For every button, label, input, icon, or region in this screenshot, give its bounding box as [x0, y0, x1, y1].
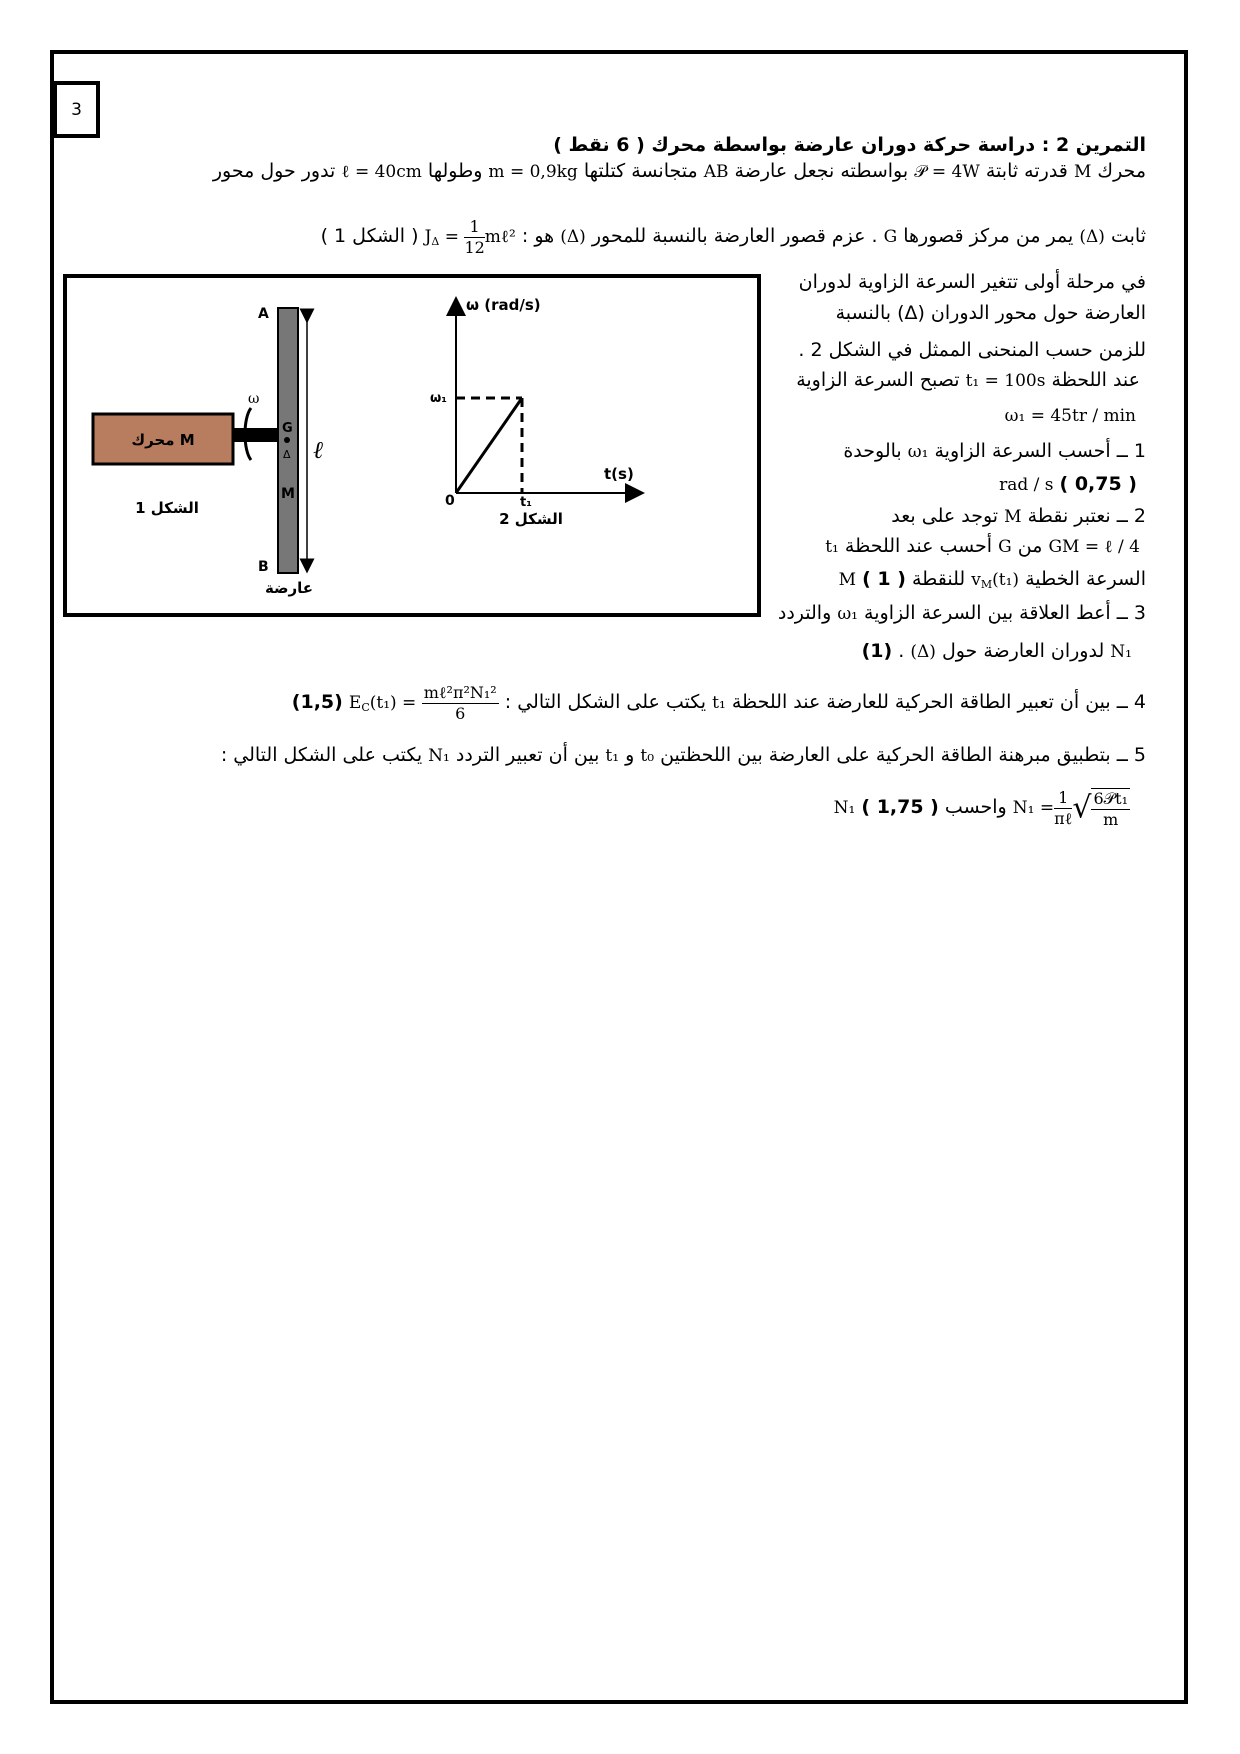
math-G: G	[883, 227, 898, 247]
text: واحسب	[944, 796, 1007, 818]
math-delta: (Δ)	[560, 227, 586, 247]
question-2-line-3	[839, 566, 1146, 598]
omega1-value: ω₁ = 45tr / min	[1004, 406, 1136, 426]
math-N1: N₁	[428, 746, 450, 766]
intro-line-2	[321, 212, 1146, 266]
math-delta: (Δ)	[910, 642, 936, 662]
para-line-4	[796, 367, 1140, 394]
points: (1,5)	[291, 691, 343, 713]
label-G: G	[282, 421, 293, 436]
math-M: M	[1004, 507, 1022, 527]
text: 4 ــ بين أن تعبير الطاقة الحركية للعارضة عند اللحظة	[731, 691, 1146, 713]
text: بواسطته نجعل عارضة	[734, 160, 909, 182]
text: توجد على بعد	[891, 505, 999, 527]
text: و	[625, 744, 635, 766]
text: بين أن تعبير التردد	[455, 744, 600, 766]
math-N1: N₁	[1110, 642, 1132, 662]
figure1-caption: الشكل 1	[135, 499, 199, 517]
label-B: B	[258, 559, 269, 575]
text: يكتب على الشكل التالي :	[220, 744, 423, 766]
frequency-formula: N₁ = $\frac{1}{\text{πℓ}}$ √ $\frac{\text{6𝒫t₁}}{m}$	[1012, 788, 1128, 829]
origin-label: 0	[445, 493, 455, 509]
omega-label: ω	[248, 391, 260, 407]
motor-label: محرك M	[131, 431, 195, 449]
math-unit: rad / s	[999, 475, 1054, 495]
question-3-line-2	[862, 638, 1132, 665]
text: السرعة الخطية	[1025, 568, 1146, 590]
text: من	[1017, 535, 1043, 557]
figure2-caption: الشكل 2	[499, 510, 563, 528]
para-line-3: للزمن حسب المنحنى الممثل في الشكل 2 .	[798, 339, 1146, 361]
math-GM: GM = ℓ / 4	[1048, 537, 1140, 557]
text: هو :	[521, 225, 555, 247]
text: للنقطة	[912, 568, 966, 590]
math-t1: t₁ = 100s	[965, 371, 1046, 391]
t1-label: t₁	[520, 495, 532, 510]
question-3-line-1	[778, 600, 1146, 627]
text: ثابت	[1110, 225, 1146, 247]
math-N1: N₁	[833, 798, 856, 818]
label-delta: Δ	[283, 448, 291, 461]
intro-line-1	[213, 158, 1146, 185]
figure-box	[63, 274, 761, 617]
kinetic-energy-formula: $E_C(t_1)$ = $\frac{\text{mℓ²π²N₁²}}{6}$	[348, 683, 497, 723]
math-M: M	[1073, 162, 1092, 182]
question-4	[292, 678, 1146, 732]
text: أحسب عند اللحظة	[844, 535, 993, 557]
text: 2 ــ نعتبر نقطة	[1027, 505, 1146, 527]
text: محرك	[1097, 160, 1146, 182]
bar-label: عارضة	[264, 579, 314, 597]
text: يكتب على الشكل التالي :	[504, 691, 707, 713]
text: ( الشكل 1 )	[320, 225, 419, 247]
text: بالوحدة	[843, 440, 902, 462]
question-5-line-1	[221, 742, 1146, 769]
figures-svg	[67, 278, 757, 613]
inertia-formula: $J_\Delta$ = $\frac{1}{12}$ mℓ²	[424, 217, 516, 257]
math-t1: t₁	[825, 537, 839, 557]
text: لدوران العارضة حول	[941, 640, 1105, 662]
motor-shaft	[233, 428, 278, 442]
text: تدور حول محور	[212, 160, 336, 182]
points: ( 1,75 )	[861, 796, 939, 818]
points: (1)	[861, 640, 893, 662]
y-axis-label: ω (rad/s)	[466, 296, 541, 314]
math-w1: ω₁	[837, 604, 858, 624]
page-number: 3	[53, 81, 100, 138]
text: .	[898, 640, 905, 662]
math-w1: ω₁	[907, 442, 929, 462]
question-1-unit	[999, 471, 1137, 498]
label-M: M	[281, 486, 295, 502]
text: تصبح السرعة الزاوية	[796, 369, 960, 391]
math-delta: (Δ)	[1079, 227, 1105, 247]
center-point	[284, 437, 290, 443]
question-2-line-2	[825, 533, 1140, 560]
points: ( 0,75 )	[1059, 473, 1137, 495]
text: قدرته ثابتة	[985, 160, 1068, 182]
text: متجانسة كتلتها	[583, 160, 698, 182]
question-1	[843, 438, 1146, 465]
text: يمر من مركز قصورها	[903, 225, 1074, 247]
text: . عزم قصور العارضة بالنسبة للمحور	[591, 225, 878, 247]
math-G: G	[998, 537, 1012, 557]
question-5-line-2	[834, 782, 1130, 834]
math-length: ℓ = 40cm	[341, 162, 422, 182]
math-velocity: $v_M(t_1)$	[971, 570, 1020, 591]
text: وطولها	[427, 160, 483, 182]
w1-label: ω₁	[430, 391, 447, 406]
x-axis-label: t(s)	[604, 465, 634, 483]
text: عند اللحظة	[1051, 369, 1140, 391]
para-line-1: في مرحلة أولى تتغير السرعة الزاوية لدوران	[798, 271, 1146, 293]
math-mass: m = 0,9kg	[488, 162, 578, 182]
para-line-2: العارضة حول محور الدوران (Δ) بالنسبة	[835, 302, 1146, 324]
math-AB: AB	[703, 162, 729, 182]
points: ( 1 )	[862, 568, 906, 590]
omega-curve	[456, 398, 522, 493]
question-2-line-1	[891, 503, 1146, 530]
text: 3 ــ أعط العلاقة بين السرعة الزاوية	[864, 602, 1146, 624]
math-t1: t₁	[605, 746, 620, 766]
math-M: M	[838, 570, 857, 590]
text: والتردد	[777, 602, 832, 624]
label-A: A	[258, 306, 269, 322]
text: 5 ــ بتطبيق مبرهنة الطاقة الحركية على العارضة بين اللحظتين	[660, 744, 1146, 766]
math-power: 𝒫 = 4W	[914, 162, 980, 182]
label-ell: ℓ	[313, 436, 323, 464]
math-t0: t₀	[640, 746, 655, 766]
math-t1: t₁	[712, 693, 726, 713]
exercise-title: التمرين 2 : دراسة حركة دوران عارضة بواسطة محرك ( 6 نقط )	[553, 134, 1146, 156]
text: 1 ــ أحسب السرعة الزاوية	[934, 440, 1146, 462]
